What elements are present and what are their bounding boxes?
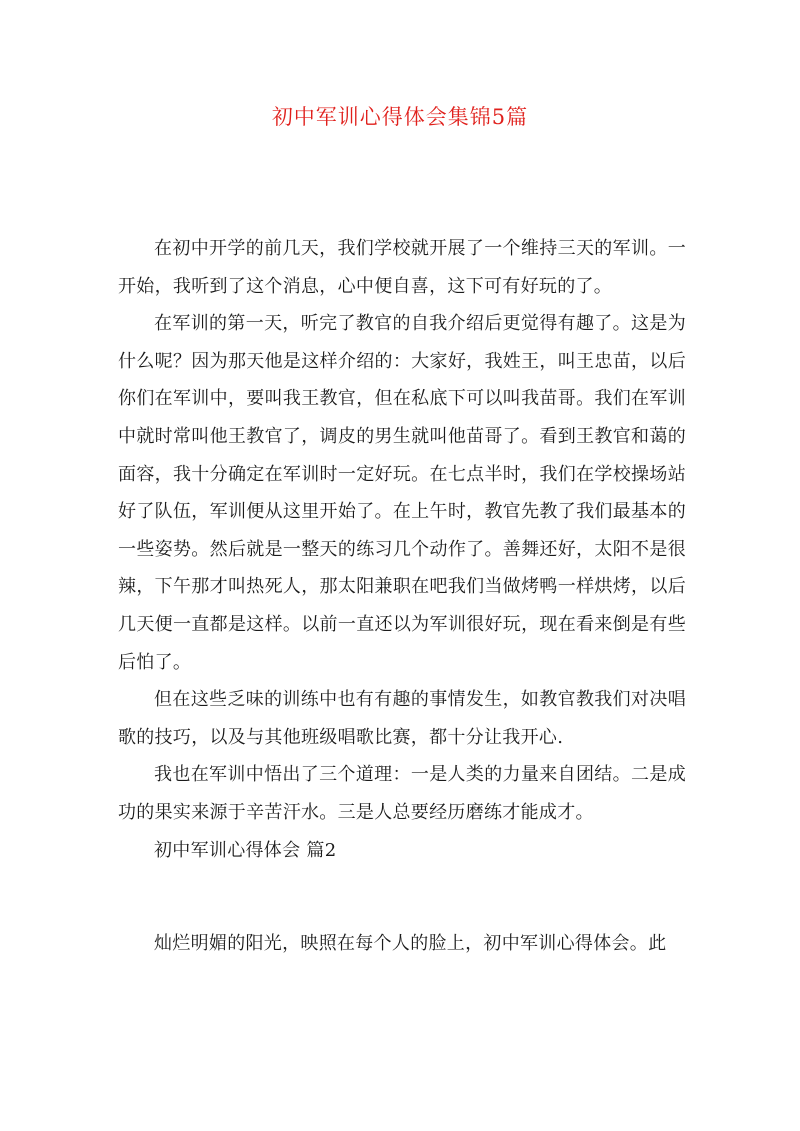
paragraph-1: 在初中开学的前几天，我们学校就开展了一个维持三天的军训。一开始，我听到了这个消息，心中便自喜，这下可有好玩的了。 — [118, 238, 686, 297]
section-2-heading: 初中军训心得体会 篇2 — [154, 839, 337, 861]
paragraph-3: 但在这些乏味的训练中也有有趣的事情发生，如教官教我们对决唱歌的技巧，以及与其他班级唱歌比赛，都十分让我开心. — [118, 689, 686, 748]
section-2-paragraph-1: 灿烂明媚的阳光，映照在每个人的脸上，初中军训心得体会。此 — [154, 933, 667, 955]
section-spacer — [118, 869, 686, 925]
paragraph-2: 在军训的第一天，听完了教官的自我介绍后更觉得有趣了。这是为什么呢？因为那天他是这样介绍的：大家好，我姓王，叫王忠苗，以后你们在军训中，要叫我王教官，但在私底下可以叫我苗哥。我们在军训中就时常叫他王教官了，调皮的男生就叫他苗哥了。看到王教官和蔼的面容，我十分确定在军训时一定好玩。在七点半时，我们在学校操场站好了队伍，军训便从这里开始了。在上午时，教官先教了我们最基本的一些姿势。然后就是一整天的练习几个动作了。善舞还好，太阳不是很辣，下午那才叫热死人，那太阳兼职在吧我们当做烤鸭一样烘烤，以后几天便一直都是这样。以前一直还以为军训很好玩，现在看来倒是有些后怕了。 — [118, 313, 686, 673]
paragraph-4: 我也在军训中悟出了三个道理：一是人类的力量来自团结。二是成功的果实来源于辛苦汗水。三是人总要经历磨练才能成才。 — [118, 764, 686, 823]
document-title: 初中军训心得体会集锦5篇 — [271, 105, 529, 129]
document-body — [118, 230, 686, 963]
